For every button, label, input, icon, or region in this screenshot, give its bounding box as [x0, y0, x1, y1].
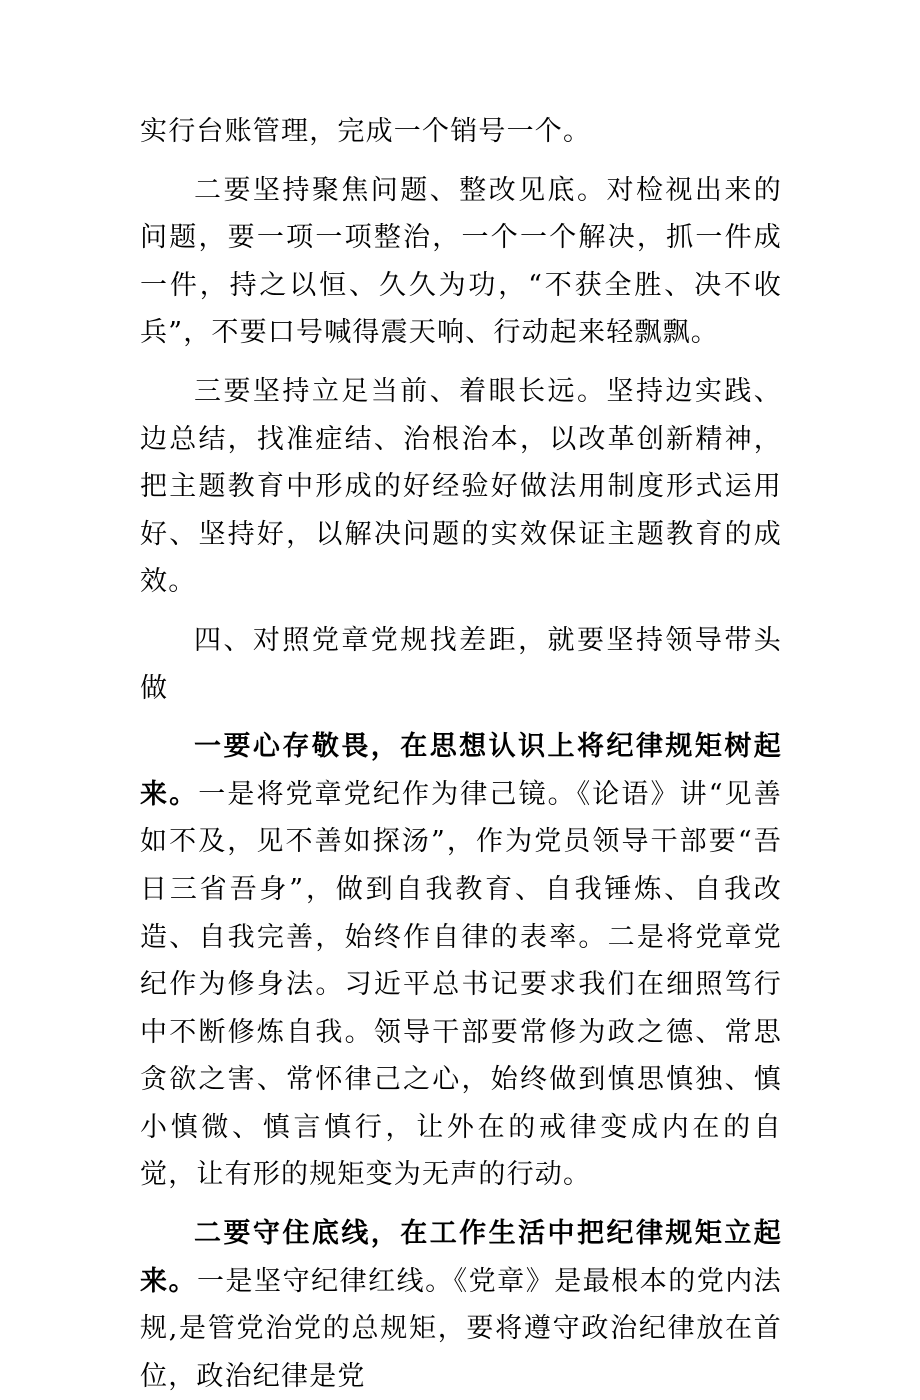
paragraph-text: 实行台账管理，完成一个销号一个。	[140, 116, 592, 147]
paragraph-6	[140, 1210, 782, 1400]
section-heading	[140, 617, 782, 712]
paragraph-1	[140, 108, 782, 156]
paragraph-2	[140, 167, 782, 357]
paragraph-5	[140, 723, 782, 1199]
paragraph-text: 四、对照党章党规找差距，就要坚持领导带头做	[140, 624, 782, 704]
paragraph-text: 一是将党章党纪作为律己镜。《论语》讲“见善如不及，见不善如探汤”，作为党员领导干部要“吾日三省吾身”，做到自我教育、自我锤炼、自我改造、自我完善，始终作自律的表率。二是将党章党纪作为修身法。习近平总书记要求我们在细照笃行中不断修炼自我。领导干部要常修为政之德、常思贪欲之害、常怀律己之心，始终做到慎思慎独、慎小慎微、慎言慎行，让外在的戒律变成内在的自觉，让有形的规矩变为无声的行动。	[140, 778, 782, 1191]
paragraph-text: 三要坚持立足当前、着眼长远。坚持边实践、边总结，找准症结、治根治本，以改革创新精神，把主题教育中形成的好经验好做法用制度形式运用好、坚持好，以解决问题的实效保证主题教育的成效。	[140, 375, 782, 598]
paragraph-lead: 二要守住底线，在工作生活中把纪律规矩立起来。	[140, 1218, 782, 1297]
paragraph-3	[140, 368, 782, 606]
paragraph-text: 一是坚守纪律红线。《党章》是最根本的党内法规,是管党治党的总规矩，要将遵守政治纪律放在首位，政治纪律是党	[140, 1265, 782, 1392]
paragraph-text: 二要坚持聚焦问题、整改见底。对检视出来的问题，要一项一项整治，一个一个解决，抓一件成一件，持之以恒、久久为功，“不获全胜、决不收兵”，不要口号喊得震天响、行动起来轻飘飘。	[140, 174, 782, 349]
paragraph-lead: 一要心存敬畏，在思想认识上将纪律规矩树起来。	[140, 731, 782, 810]
document-page	[140, 108, 782, 1400]
